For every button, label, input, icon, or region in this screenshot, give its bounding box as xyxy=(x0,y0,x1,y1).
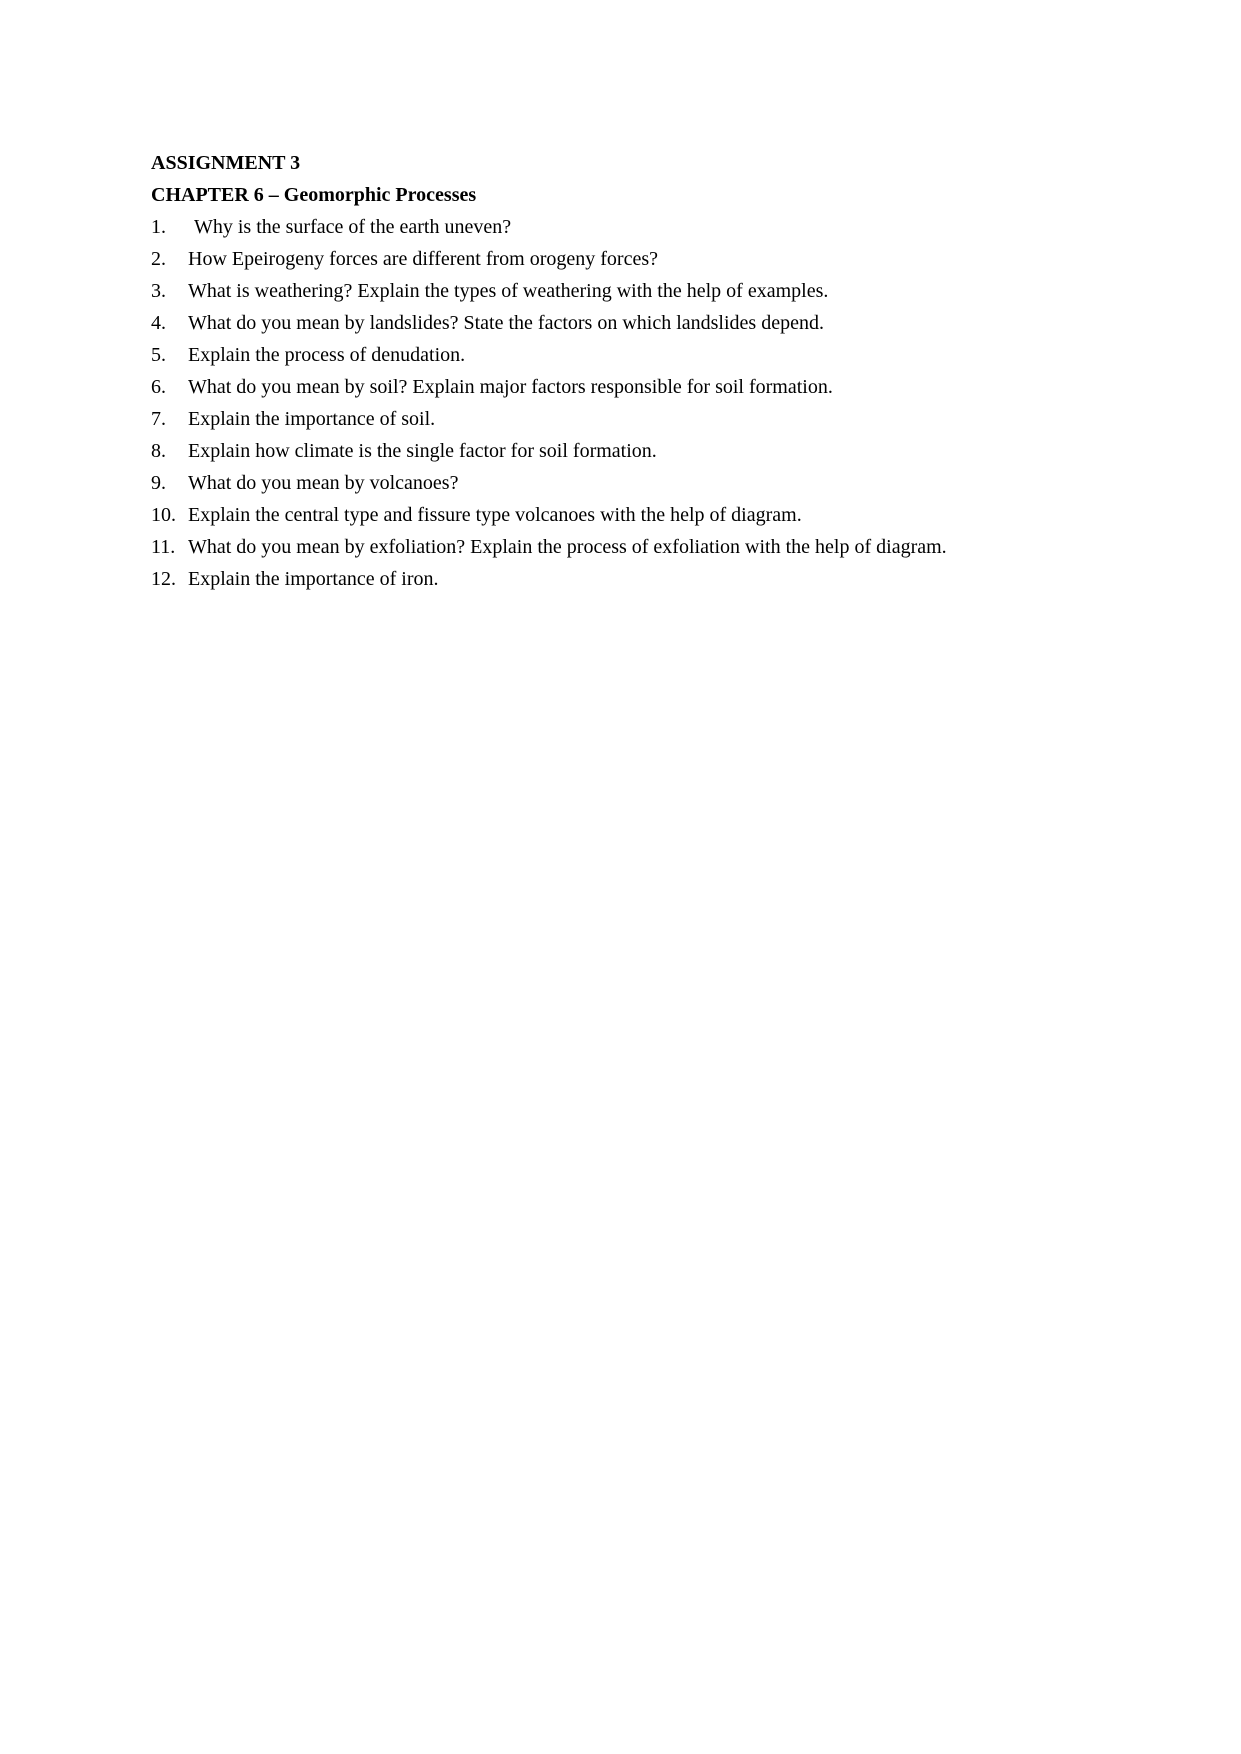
question-item xyxy=(151,403,1151,435)
question-text: Explain how climate is the single factor for soil formation. xyxy=(188,440,657,462)
question-item xyxy=(151,435,1151,467)
question-text: Explain the importance of soil. xyxy=(188,408,436,430)
assignment-title: ASSIGNMENT 3 xyxy=(151,152,301,174)
question-number: 2. xyxy=(151,248,166,270)
question-item xyxy=(151,467,1151,499)
question-text: Why is the surface of the earth uneven? xyxy=(194,216,512,238)
question-number: 1. xyxy=(151,216,166,238)
question-text: How Epeirogeny forces are different from orogeny forces? xyxy=(188,248,658,270)
question-number: 4. xyxy=(151,312,166,334)
question-number: 5. xyxy=(151,344,166,366)
document-page xyxy=(151,147,1151,595)
question-number: 3. xyxy=(151,280,166,302)
question-text: What is weathering? Explain the types of weathering with the help of examples. xyxy=(188,280,829,302)
question-item xyxy=(151,307,1151,339)
question-item xyxy=(151,563,1151,595)
question-text: Explain the importance of iron. xyxy=(188,568,439,590)
question-item xyxy=(151,499,1151,531)
question-number: 9. xyxy=(151,472,166,494)
question-item xyxy=(151,275,1151,307)
question-item xyxy=(151,339,1151,371)
question-item xyxy=(151,243,1151,275)
question-list xyxy=(151,211,1151,595)
question-item xyxy=(151,531,1151,563)
question-text: Explain the process of denudation. xyxy=(188,344,466,366)
question-number: 8. xyxy=(151,440,166,462)
question-number: 7. xyxy=(151,408,166,430)
question-text: What do you mean by exfoliation? Explain the process of exfoliation with the help of diagram. xyxy=(188,536,947,558)
question-number: 12. xyxy=(151,568,176,590)
question-number: 6. xyxy=(151,376,166,398)
question-number: 11. xyxy=(151,536,176,558)
question-text: What do you mean by soil? Explain major factors responsible for soil formation. xyxy=(188,376,833,398)
question-item xyxy=(151,211,1151,243)
question-number: 10. xyxy=(151,504,176,526)
chapter-title: CHAPTER 6 – Geomorphic Processes xyxy=(151,184,477,206)
question-item xyxy=(151,371,1151,403)
question-text: What do you mean by volcanoes? xyxy=(188,472,459,494)
question-text: Explain the central type and fissure type volcanoes with the help of diagram. xyxy=(188,504,802,526)
question-text: What do you mean by landslides? State the factors on which landslides depend. xyxy=(188,312,824,334)
